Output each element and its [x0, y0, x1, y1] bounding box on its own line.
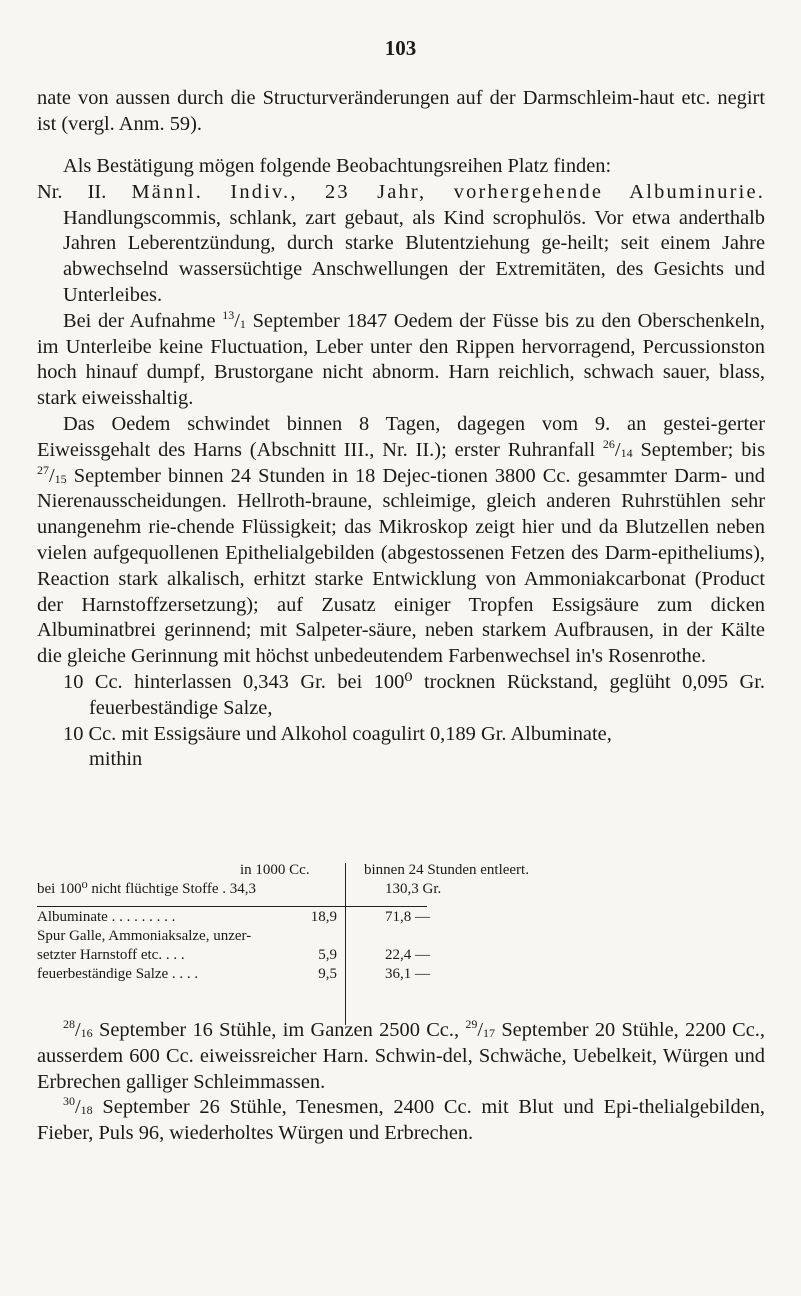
admission-date: $^{13}/_1$ — [222, 307, 246, 332]
frac-num: 29 — [465, 1017, 478, 1031]
row-value: 18,9 — [310, 909, 337, 925]
col1-header: in 1000 Cc. — [240, 862, 310, 878]
date-30: $^{30}/_{18}$ — [63, 1094, 93, 1119]
body-text-main — [37, 154, 765, 773]
frac-den: 14 — [620, 445, 633, 460]
admission-post: September 1847 Oedem der Füsse bis zu den Oberschenkeln, im Unterleibe keine Fluctuation, Leber unter den Rippen hervorragend, Percussionston hoch hinauf dumpf, Brustorgane nicht abnorm. Harn reichlich, schwach sauer, blass, stark eiweisshaltig. — [37, 309, 765, 410]
body-text-bottom — [37, 1018, 765, 1147]
row-label: bei 100⁰ nicht flüchtige Stoffe . 34,3 — [37, 881, 257, 897]
p28-mid: September 16 Stühle, im Ganzen 2500 Cc., — [92, 1019, 466, 1041]
oedema-mid: September; bis — [632, 438, 765, 461]
case-number: Nr. II. — [37, 180, 107, 203]
case-header-paragraph — [37, 180, 765, 309]
table-divider — [345, 863, 346, 1025]
table-row-right: 22,4 — — [385, 947, 430, 963]
row-label: feuerbeständige Salze . . . . — [37, 966, 199, 982]
table-row-right: 130,3 Gr. — [385, 881, 442, 897]
row-label: Albuminate . . . . . . . . . — [37, 909, 176, 925]
row-value: 9,5 — [318, 966, 337, 982]
frac-den: 16 — [80, 1026, 93, 1040]
frac-den: 1 — [239, 316, 246, 331]
frac-num: 27 — [37, 462, 49, 477]
intro-paragraph: nate von aussen durch die Structurveränderungen auf der Darmschleim-haut etc. negirt ist (vergl. Anm. 59). — [37, 87, 765, 135]
row-value: 5,9 — [318, 947, 337, 963]
p30-post: September 26 Stühle, Tenesmen, 2400 Cc. mit Blut und Epi-thelialgebilden, Fieber, Puls 96, wiederholtes Würgen und Erbrechen. — [37, 1096, 765, 1145]
admission-paragraph — [37, 309, 765, 412]
admission-pre: Bei der Aufnahme — [63, 309, 223, 332]
frac-den: 18 — [80, 1103, 93, 1118]
oedema-date-2: $^{27}/_{15}$ — [37, 462, 67, 487]
frac-num: 28 — [63, 1017, 75, 1031]
oedema-date-1: $^{26}/_{14}$ — [602, 436, 633, 461]
row-label: setzter Harnstoff etc. . . . — [37, 947, 185, 963]
page-number: 103 — [384, 36, 417, 60]
table-row-right: 36,1 — — [385, 966, 430, 982]
date-28: $^{28}/_{16}$ — [63, 1017, 93, 1041]
frac-num: 13 — [222, 307, 235, 322]
oedema-paragraph — [37, 412, 765, 670]
measure-3: mithin — [89, 748, 143, 771]
measure-1: 10 Cc. hinterlassen 0,343 Gr. bei 100⁰ trocknen Rückstand, geglüht 0,095 Gr. feuerbeständige Salze, — [63, 670, 765, 719]
case-title: Männl. Indiv., 23 Jahr, vorhergehende Albuminurie. — [131, 180, 765, 203]
confirm-paragraph: Als Bestätigung mögen folgende Beobachtungsreihen Platz finden: — [63, 155, 612, 177]
col2-header: binnen 24 Stunden entleert. — [364, 862, 529, 878]
paragraph-30 — [37, 1095, 765, 1147]
table-row-right: 71,8 — — [385, 909, 430, 925]
date-29: $^{29}/_{17}$ — [465, 1017, 496, 1041]
frac-den: 15 — [54, 471, 67, 486]
case-description: Handlungscommis, schlank, zart gebaut, als Kind scrophulös. Vor etwa anderthalb Jahren Leberentzündung, durch starke Blutentziehung ge-heilt; seit einem Jahre abwechselnd wassersüchtige Anschwellungen der Extremitäten, des Gesichts und Unterleibes. — [63, 206, 765, 306]
paragraph-28 — [37, 1018, 765, 1095]
row-label: Spur Galle, Ammoniaksalze, unzer- — [37, 928, 252, 944]
body-text — [37, 86, 765, 138]
frac-den: 17 — [483, 1026, 496, 1040]
frac-num: 26 — [602, 436, 615, 451]
p28-post: September 20 Stühle, 2200 Cc., ausserdem 600 Cc. eiweissreicher Harn. Schwin-del, Schwäche, Uebelkeit, Würgen und Erbrechen galliger Schleimmassen. — [37, 1019, 765, 1093]
oedema-pre: Das Oedem schwindet binnen 8 Tagen, dagegen vom 9. an gestei-gerter Eiweissgehalt des Harns (Abschnitt III., Nr. II.); erster Ruhranfall — [37, 412, 765, 461]
table-rule — [37, 906, 427, 907]
frac-num: 30 — [63, 1094, 75, 1109]
measure-2: 10 Cc. mit Essigsäure und Alkohol coagulirt 0,189 Gr. Albuminate, — [63, 722, 612, 745]
oedema-post: September binnen 24 Stunden in 18 Dejec-tionen 3800 Cc. gesammter Darm- und Nierenausscheidungen. Hellroth-braune, schleimige, gleich anderen Ruhrstühlen sehr unangenehm rie-chende Flüssigkeit; das Mikroskop zeigt hier und da Blutzellen neben vielen aufgequollenen Epithelialgebilden (abgestossenen Fetzen des Darm-epitheliums), Reaction stark alkalisch, erhitzt starke Entwicklung von Ammoniakcarbonat (Product der Harnstoffzersetzung); auf Zusatz einiger Tropfen Essigsäure zum dicken Albuminatbrei gerinnend; mit Salpeter-säure, neben starkem Aufbrausen, in der Kälte die gleiche Gerinnung mit höchst unbedeutendem Farbenwechsel in's Rosenrothe. — [37, 464, 765, 668]
